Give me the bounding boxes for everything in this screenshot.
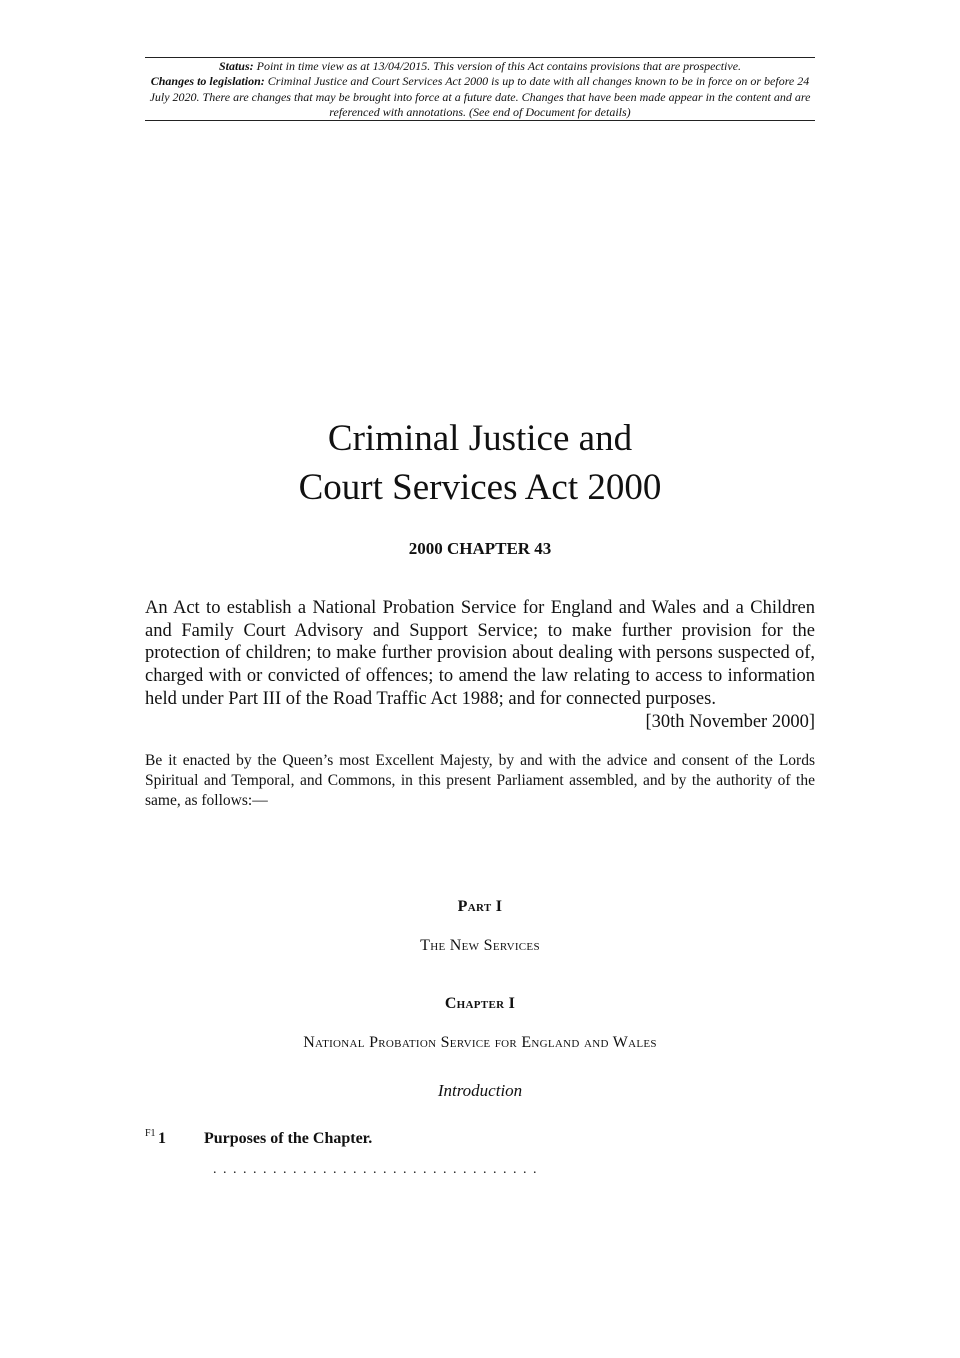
act-title-line-1: Criminal Justice and — [327, 418, 633, 459]
act-title — [0, 414, 960, 512]
crossheading: Introduction — [437, 1081, 523, 1100]
part-title: The New Services — [420, 937, 540, 954]
status-header — [145, 57, 815, 121]
changes-line — [145, 74, 815, 120]
status-line — [145, 59, 815, 74]
chapter-number: 2000 CHAPTER 43 — [408, 539, 552, 558]
long-title-text: An Act to establish a National Probation Service for England and Wales and a Children and Family Court Advisory and Support Service; to make further provision for the protection of children; to make further provision about dealing with persons suspected of, charged with or convicted of offences; to amend the law relating to access to information held under Part III of the Road Traffic Act 1988; and for connected purposes. — [145, 598, 815, 709]
changes-label: Changes to legislation: — [150, 74, 265, 89]
enacting-formula: Be it enacted by the Queen’s most Excellent Majesty, by and with the advice and consent of the Lords Spiritual and Temporal, and Commons, in this present Parliament assembled, and by the authority of the same, as follows:— — [145, 752, 815, 809]
section-number: 1 — [158, 1130, 166, 1147]
long-title — [145, 597, 815, 733]
annotation-marker[interactable]: F1 — [145, 1128, 156, 1139]
section-title: Purposes of the Chapter. — [204, 1130, 373, 1147]
changes-text: Criminal Justice and Court Services Act 2000 is up to date with all changes known to be in force on or before 24 July 2020. There are changes that may be brought into force at a future date. Changes that have been made appear in the content and are referenced with annotations. (See end of Document for details) — [149, 74, 811, 119]
section-heading — [145, 1128, 815, 1152]
status-text: Point in time view as at 13/04/2015. This version of this Act contains provisions that are prospective. — [256, 59, 742, 73]
assent-date: [30th November 2000] — [645, 711, 815, 732]
status-label: Status: — [218, 59, 254, 73]
chapter-title: National Probation Service for England and Wales — [303, 1034, 657, 1051]
part-label: Part I — [457, 898, 503, 915]
chapter-label: Chapter I — [444, 995, 516, 1012]
repealed-text-dots: . . . . . . . . . . . . . . . . . . . . . . . . . . . . . . . . . — [213, 1162, 538, 1177]
act-title-line-2: Court Services Act 2000 — [298, 467, 662, 508]
